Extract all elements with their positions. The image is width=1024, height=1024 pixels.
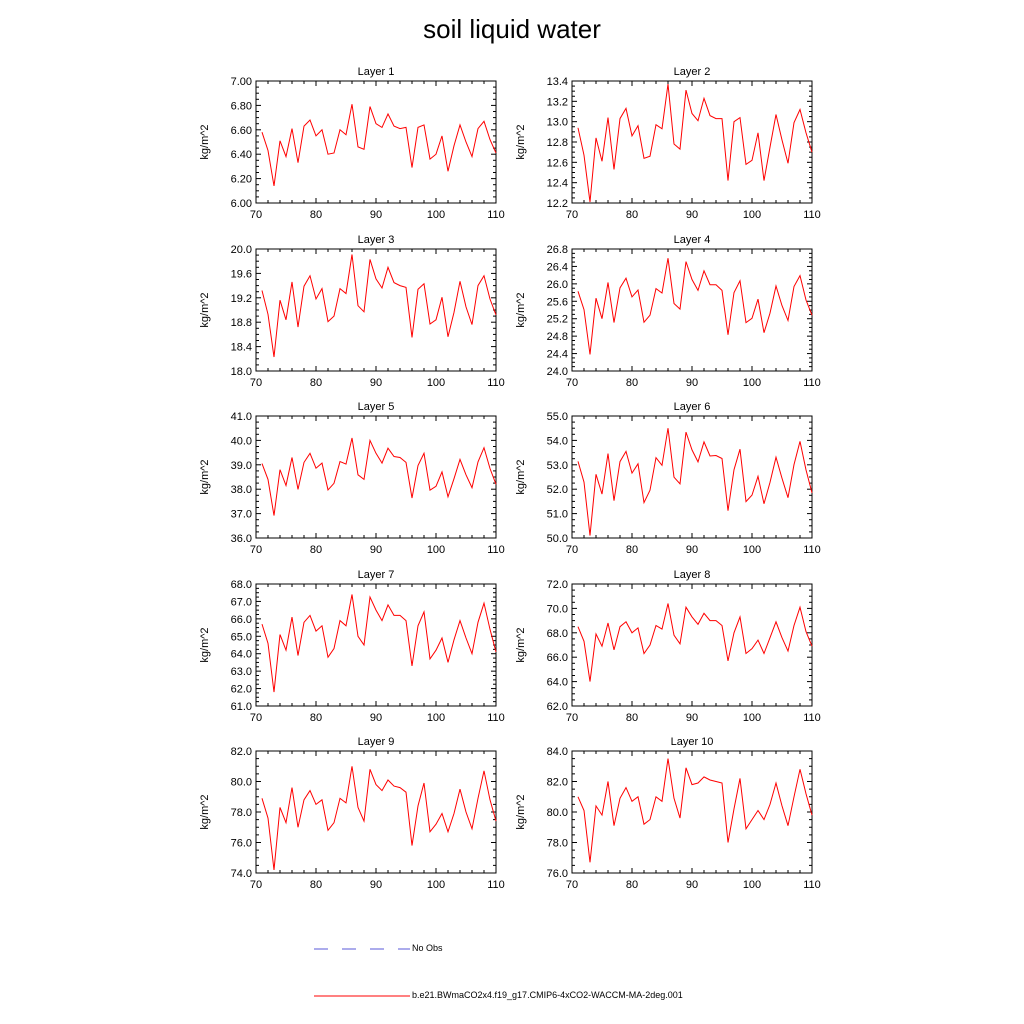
y-tick-label: 18.8 <box>230 317 252 330</box>
y-tick-label: 80.0 <box>546 807 568 819</box>
x-tick-label: 70 <box>565 544 579 556</box>
y-tick-label: 76.0 <box>230 837 252 850</box>
x-tick-label: 70 <box>249 544 263 556</box>
x-tick-label: 80 <box>309 712 323 724</box>
y-tick-label: 37.0 <box>230 508 252 521</box>
legend-model-label: b.e21.BWmaCO2x4.f19_g17.CMIP6-4xCO2-WACCM-MA-2deg.001 <box>412 990 683 1000</box>
y-axis-label: kg/m^2 <box>199 459 211 495</box>
y-tick-label: 24.8 <box>546 331 568 344</box>
y-tick-label: 64.0 <box>230 648 252 661</box>
x-tick-label: 90 <box>369 712 383 724</box>
y-tick-label: 84.0 <box>546 746 568 758</box>
x-tick-label: 70 <box>249 879 263 891</box>
x-tick-label: 80 <box>625 209 639 221</box>
y-tick-label: 6.80 <box>230 100 252 113</box>
x-tick-label: 80 <box>309 377 323 389</box>
x-tick-label: 110 <box>803 377 821 389</box>
y-axis-label: kg/m^2 <box>515 124 527 160</box>
y-tick-label: 13.4 <box>546 76 568 88</box>
x-tick-label: 90 <box>685 377 699 389</box>
x-tick-label: 90 <box>369 879 383 891</box>
x-tick-label: 80 <box>309 879 323 891</box>
y-tick-label: 25.2 <box>546 313 568 326</box>
y-tick-label: 19.6 <box>230 268 252 281</box>
y-tick-label: 26.4 <box>546 261 568 274</box>
chart-title: Layer 8 <box>673 569 711 581</box>
y-tick-label: 12.6 <box>546 157 568 170</box>
x-tick-label: 70 <box>565 209 579 221</box>
chart-title: Layer 2 <box>673 66 711 78</box>
x-tick-label: 100 <box>426 377 446 389</box>
y-tick-label: 80.0 <box>230 776 252 789</box>
y-tick-label: 38.0 <box>230 484 252 497</box>
y-tick-label: 12.2 <box>546 198 568 210</box>
x-tick-label: 90 <box>685 879 699 891</box>
chart-title: Layer 5 <box>357 401 395 413</box>
x-tick-label: 70 <box>249 712 263 724</box>
y-tick-label: 53.0 <box>546 459 568 472</box>
series-line <box>578 759 812 863</box>
y-axis-label: kg/m^2 <box>199 124 211 160</box>
x-tick-label: 110 <box>487 879 505 891</box>
y-tick-label: 61.0 <box>230 701 252 713</box>
x-tick-label: 70 <box>249 377 263 389</box>
y-tick-label: 26.0 <box>546 278 568 291</box>
y-tick-label: 55.0 <box>546 411 568 423</box>
chart-title: Layer 7 <box>357 569 395 581</box>
x-tick-label: 100 <box>742 377 762 389</box>
y-tick-label: 67.0 <box>230 596 252 609</box>
y-tick-label: 12.4 <box>546 177 568 190</box>
y-axis-label: kg/m^2 <box>515 459 527 495</box>
x-tick-label: 90 <box>369 377 383 389</box>
x-tick-label: 90 <box>685 209 699 221</box>
x-tick-label: 70 <box>565 712 579 724</box>
x-tick-label: 70 <box>565 879 579 891</box>
x-tick-label: 110 <box>487 712 505 724</box>
y-tick-label: 68.0 <box>230 579 252 591</box>
y-tick-label: 39.0 <box>230 459 252 472</box>
y-tick-label: 18.4 <box>230 341 252 354</box>
y-tick-label: 63.0 <box>230 666 252 679</box>
y-tick-label: 78.0 <box>546 837 568 850</box>
y-tick-label: 66.0 <box>230 613 252 626</box>
y-tick-label: 62.0 <box>546 701 568 713</box>
y-tick-label: 51.0 <box>546 508 568 521</box>
y-tick-label: 74.0 <box>230 868 252 880</box>
x-tick-label: 110 <box>803 544 821 556</box>
y-tick-label: 13.0 <box>546 116 568 129</box>
y-tick-label: 20.0 <box>230 244 252 256</box>
y-axis-label: kg/m^2 <box>199 292 211 328</box>
y-tick-label: 66.0 <box>546 652 568 665</box>
y-tick-label: 6.00 <box>230 198 252 210</box>
x-tick-label: 110 <box>803 879 821 891</box>
chart-title: Layer 3 <box>357 234 395 246</box>
y-tick-label: 26.8 <box>546 244 568 256</box>
x-tick-label: 110 <box>487 377 505 389</box>
y-tick-label: 72.0 <box>546 579 568 591</box>
y-tick-label: 68.0 <box>546 627 568 640</box>
y-tick-label: 41.0 <box>230 411 252 423</box>
chart-title: Layer 9 <box>357 736 395 748</box>
x-tick-label: 100 <box>742 879 762 891</box>
chart-title: Layer 1 <box>357 66 395 78</box>
x-tick-label: 110 <box>803 712 821 724</box>
y-tick-label: 62.0 <box>230 683 252 696</box>
legend-no-obs-label: No Obs <box>412 943 443 953</box>
y-tick-label: 50.0 <box>546 533 568 545</box>
y-tick-label: 19.2 <box>230 292 252 305</box>
y-tick-label: 25.6 <box>546 296 568 309</box>
y-tick-label: 52.0 <box>546 484 568 497</box>
y-tick-label: 40.0 <box>230 435 252 448</box>
y-tick-label: 54.0 <box>546 435 568 448</box>
y-axis-label: kg/m^2 <box>515 794 527 830</box>
y-axis-label: kg/m^2 <box>199 627 211 663</box>
figure-title: soil liquid water <box>423 14 601 44</box>
x-tick-label: 80 <box>625 377 639 389</box>
y-tick-label: 6.60 <box>230 124 252 137</box>
y-tick-label: 6.40 <box>230 149 252 162</box>
chart-title: Layer 10 <box>670 736 714 748</box>
y-tick-label: 65.0 <box>230 631 252 644</box>
y-tick-label: 36.0 <box>230 533 252 545</box>
y-tick-label: 18.0 <box>230 366 252 378</box>
y-tick-label: 13.2 <box>546 96 568 109</box>
x-tick-label: 110 <box>487 544 505 556</box>
y-axis-label: kg/m^2 <box>199 794 211 830</box>
x-tick-label: 100 <box>426 544 446 556</box>
x-tick-label: 110 <box>803 209 821 221</box>
x-tick-label: 70 <box>565 377 579 389</box>
y-tick-label: 7.00 <box>230 76 252 88</box>
x-tick-label: 100 <box>742 712 762 724</box>
x-tick-label: 100 <box>426 209 446 221</box>
y-tick-label: 24.0 <box>546 366 568 378</box>
y-tick-label: 82.0 <box>546 776 568 789</box>
x-tick-label: 100 <box>742 209 762 221</box>
y-axis-label: kg/m^2 <box>515 627 527 663</box>
x-tick-label: 90 <box>369 209 383 221</box>
x-tick-label: 80 <box>309 544 323 556</box>
x-tick-label: 90 <box>685 544 699 556</box>
x-tick-label: 90 <box>685 712 699 724</box>
y-tick-label: 24.4 <box>546 348 568 361</box>
chart-title: Layer 4 <box>673 234 711 246</box>
x-tick-label: 90 <box>369 544 383 556</box>
x-tick-label: 100 <box>742 544 762 556</box>
y-tick-label: 6.20 <box>230 173 252 186</box>
x-tick-label: 110 <box>487 209 505 221</box>
y-axis-label: kg/m^2 <box>515 292 527 328</box>
y-tick-label: 76.0 <box>546 868 568 880</box>
y-tick-label: 70.0 <box>546 603 568 616</box>
x-tick-label: 80 <box>625 544 639 556</box>
x-tick-label: 80 <box>625 879 639 891</box>
y-tick-label: 82.0 <box>230 746 252 758</box>
y-tick-label: 78.0 <box>230 807 252 819</box>
x-tick-label: 70 <box>249 209 263 221</box>
y-tick-label: 64.0 <box>546 676 568 689</box>
chart-title: Layer 6 <box>673 401 711 413</box>
x-tick-label: 100 <box>426 879 446 891</box>
plot-frame <box>572 751 812 873</box>
y-tick-label: 12.8 <box>546 137 568 149</box>
x-tick-label: 100 <box>426 712 446 724</box>
x-tick-label: 80 <box>309 209 323 221</box>
x-tick-label: 80 <box>625 712 639 724</box>
